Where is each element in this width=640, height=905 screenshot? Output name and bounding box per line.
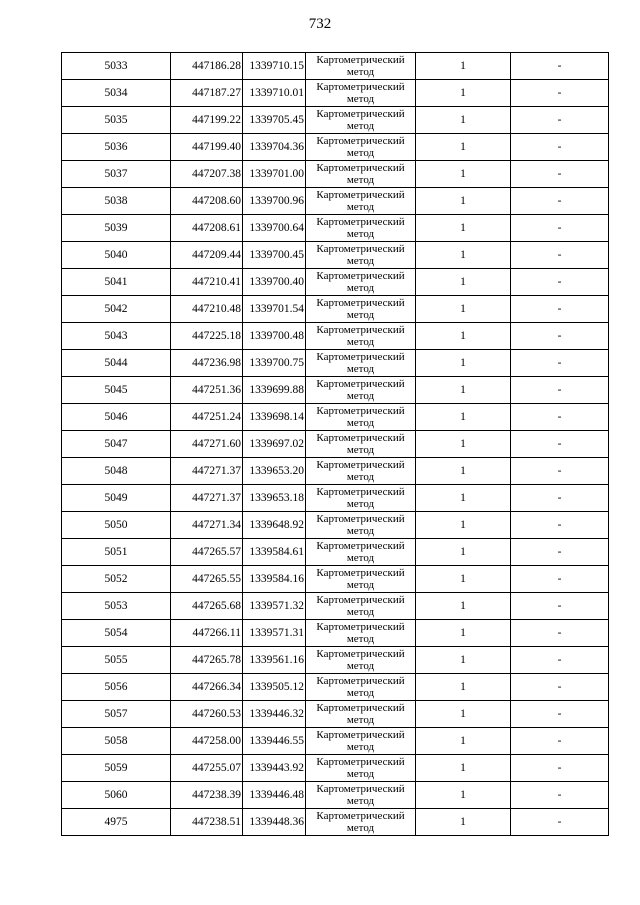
point-id-cell: 5046 bbox=[62, 404, 171, 431]
table-row bbox=[62, 566, 609, 593]
point-id-cell: 5038 bbox=[62, 188, 171, 215]
table-row bbox=[62, 53, 609, 80]
y-coordinate-cell: 1339448.36 bbox=[243, 809, 306, 836]
y-coordinate-cell: 1339700.64 bbox=[243, 215, 306, 242]
count-cell: 1 bbox=[416, 485, 511, 512]
method-line-1: Картометрический bbox=[316, 351, 405, 363]
method-line-1: Картометрический bbox=[316, 162, 405, 174]
method-line-1: Картометрический bbox=[316, 270, 405, 282]
method-cell bbox=[306, 296, 416, 323]
x-coordinate-cell: 447271.60 bbox=[171, 431, 243, 458]
count-cell: 1 bbox=[416, 647, 511, 674]
table-row bbox=[62, 296, 609, 323]
x-coordinate-cell: 447271.37 bbox=[171, 458, 243, 485]
count-cell: 1 bbox=[416, 242, 511, 269]
table-row bbox=[62, 242, 609, 269]
point-id-cell: 5040 bbox=[62, 242, 171, 269]
y-coordinate-cell: 1339505.12 bbox=[243, 674, 306, 701]
method-cell bbox=[306, 593, 416, 620]
note-cell: - bbox=[511, 269, 609, 296]
method-line-2: метод bbox=[346, 498, 375, 510]
note-cell: - bbox=[511, 377, 609, 404]
table-row bbox=[62, 431, 609, 458]
note-cell: - bbox=[511, 593, 609, 620]
x-coordinate-cell: 447209.44 bbox=[171, 242, 243, 269]
point-id-cell: 5058 bbox=[62, 728, 171, 755]
x-coordinate-cell: 447210.41 bbox=[171, 269, 243, 296]
count-cell: 1 bbox=[416, 350, 511, 377]
point-id-cell: 5044 bbox=[62, 350, 171, 377]
y-coordinate-cell: 1339446.55 bbox=[243, 728, 306, 755]
x-coordinate-cell: 447266.11 bbox=[171, 620, 243, 647]
note-cell: - bbox=[511, 647, 609, 674]
y-coordinate-cell: 1339697.02 bbox=[243, 431, 306, 458]
table-row bbox=[62, 512, 609, 539]
count-cell: 1 bbox=[416, 755, 511, 782]
x-coordinate-cell: 447265.78 bbox=[171, 647, 243, 674]
count-cell: 1 bbox=[416, 404, 511, 431]
page-number: 732 bbox=[308, 16, 332, 32]
x-coordinate-cell: 447187.27 bbox=[171, 80, 243, 107]
y-coordinate-cell: 1339698.14 bbox=[243, 404, 306, 431]
x-coordinate-cell: 447186.28 bbox=[171, 53, 243, 80]
table-row bbox=[62, 647, 609, 674]
method-line-1: Картометрический bbox=[316, 540, 405, 552]
y-coordinate-cell: 1339705.45 bbox=[243, 107, 306, 134]
method-cell bbox=[306, 566, 416, 593]
method-cell bbox=[306, 647, 416, 674]
method-line-2: метод bbox=[346, 363, 375, 375]
y-coordinate-cell: 1339648.92 bbox=[243, 512, 306, 539]
table-row bbox=[62, 809, 609, 836]
point-id-cell: 5039 bbox=[62, 215, 171, 242]
x-coordinate-cell: 447238.39 bbox=[171, 782, 243, 809]
method-line-2: метод bbox=[346, 471, 375, 483]
method-cell bbox=[306, 53, 416, 80]
method-line-2: метод bbox=[346, 201, 375, 213]
count-cell: 1 bbox=[416, 539, 511, 566]
count-cell: 1 bbox=[416, 728, 511, 755]
point-id-cell: 5036 bbox=[62, 134, 171, 161]
table-row bbox=[62, 161, 609, 188]
method-line-1: Картометрический bbox=[316, 621, 405, 633]
method-cell bbox=[306, 377, 416, 404]
method-line-1: Картометрический bbox=[316, 594, 405, 606]
method-line-2: метод bbox=[346, 795, 375, 807]
method-line-1: Картометрический bbox=[316, 567, 405, 579]
method-line-2: метод bbox=[346, 120, 375, 132]
y-coordinate-cell: 1339700.96 bbox=[243, 188, 306, 215]
count-cell: 1 bbox=[416, 458, 511, 485]
table-row bbox=[62, 674, 609, 701]
method-cell bbox=[306, 728, 416, 755]
method-line-1: Картометрический bbox=[316, 378, 405, 390]
count-cell: 1 bbox=[416, 80, 511, 107]
note-cell: - bbox=[511, 134, 609, 161]
method-cell bbox=[306, 782, 416, 809]
x-coordinate-cell: 447238.51 bbox=[171, 809, 243, 836]
method-cell bbox=[306, 215, 416, 242]
x-coordinate-cell: 447271.34 bbox=[171, 512, 243, 539]
x-coordinate-cell: 447251.24 bbox=[171, 404, 243, 431]
x-coordinate-cell: 447251.36 bbox=[171, 377, 243, 404]
method-cell bbox=[306, 431, 416, 458]
method-line-2: метод bbox=[346, 741, 375, 753]
x-coordinate-cell: 447210.48 bbox=[171, 296, 243, 323]
note-cell: - bbox=[511, 458, 609, 485]
x-coordinate-cell: 447266.34 bbox=[171, 674, 243, 701]
note-cell: - bbox=[511, 431, 609, 458]
method-line-2: метод bbox=[346, 660, 375, 672]
x-coordinate-cell: 447199.40 bbox=[171, 134, 243, 161]
method-line-1: Картометрический bbox=[316, 108, 405, 120]
note-cell: - bbox=[511, 512, 609, 539]
table-row bbox=[62, 80, 609, 107]
method-cell bbox=[306, 242, 416, 269]
y-coordinate-cell: 1339700.75 bbox=[243, 350, 306, 377]
count-cell: 1 bbox=[416, 431, 511, 458]
count-cell: 1 bbox=[416, 512, 511, 539]
method-line-2: метод bbox=[346, 444, 375, 456]
note-cell: - bbox=[511, 809, 609, 836]
y-coordinate-cell: 1339443.92 bbox=[243, 755, 306, 782]
count-cell: 1 bbox=[416, 134, 511, 161]
method-line-1: Картометрический bbox=[316, 459, 405, 471]
method-line-2: метод bbox=[346, 768, 375, 780]
method-line-1: Картометрический bbox=[316, 54, 405, 66]
note-cell: - bbox=[511, 674, 609, 701]
x-coordinate-cell: 447225.18 bbox=[171, 323, 243, 350]
count-cell: 1 bbox=[416, 566, 511, 593]
y-coordinate-cell: 1339584.61 bbox=[243, 539, 306, 566]
note-cell: - bbox=[511, 53, 609, 80]
point-id-cell: 5060 bbox=[62, 782, 171, 809]
method-line-1: Картометрический bbox=[316, 297, 405, 309]
note-cell: - bbox=[511, 404, 609, 431]
y-coordinate-cell: 1339584.16 bbox=[243, 566, 306, 593]
point-id-cell: 5049 bbox=[62, 485, 171, 512]
method-line-2: метод bbox=[346, 552, 375, 564]
point-id-cell: 5052 bbox=[62, 566, 171, 593]
method-line-1: Картометрический bbox=[316, 783, 405, 795]
y-coordinate-cell: 1339561.16 bbox=[243, 647, 306, 674]
y-coordinate-cell: 1339700.48 bbox=[243, 323, 306, 350]
table-row bbox=[62, 485, 609, 512]
y-coordinate-cell: 1339699.88 bbox=[243, 377, 306, 404]
method-line-2: метод bbox=[346, 633, 375, 645]
note-cell: - bbox=[511, 701, 609, 728]
x-coordinate-cell: 447265.57 bbox=[171, 539, 243, 566]
note-cell: - bbox=[511, 620, 609, 647]
table-row bbox=[62, 755, 609, 782]
point-id-cell: 5057 bbox=[62, 701, 171, 728]
method-line-2: метод bbox=[346, 174, 375, 186]
point-id-cell: 5041 bbox=[62, 269, 171, 296]
note-cell: - bbox=[511, 782, 609, 809]
method-line-1: Картометрический bbox=[316, 189, 405, 201]
x-coordinate-cell: 447271.37 bbox=[171, 485, 243, 512]
method-line-2: метод bbox=[346, 714, 375, 726]
count-cell: 1 bbox=[416, 53, 511, 80]
count-cell: 1 bbox=[416, 323, 511, 350]
method-line-2: метод bbox=[346, 255, 375, 267]
table-row bbox=[62, 404, 609, 431]
method-line-1: Картометрический bbox=[316, 702, 405, 714]
point-id-cell: 5051 bbox=[62, 539, 171, 566]
x-coordinate-cell: 447265.68 bbox=[171, 593, 243, 620]
x-coordinate-cell: 447255.07 bbox=[171, 755, 243, 782]
point-id-cell: 5055 bbox=[62, 647, 171, 674]
table-row bbox=[62, 323, 609, 350]
method-cell bbox=[306, 485, 416, 512]
method-cell bbox=[306, 269, 416, 296]
x-coordinate-cell: 447199.22 bbox=[171, 107, 243, 134]
table-row bbox=[62, 539, 609, 566]
point-id-cell: 5048 bbox=[62, 458, 171, 485]
table-row bbox=[62, 188, 609, 215]
point-id-cell: 4975 bbox=[62, 809, 171, 836]
method-cell bbox=[306, 512, 416, 539]
method-line-2: метод bbox=[346, 687, 375, 699]
method-line-1: Картометрический bbox=[316, 243, 405, 255]
point-id-cell: 5056 bbox=[62, 674, 171, 701]
method-line-1: Картометрический bbox=[316, 405, 405, 417]
y-coordinate-cell: 1339653.20 bbox=[243, 458, 306, 485]
method-line-1: Картометрический bbox=[316, 756, 405, 768]
point-id-cell: 5054 bbox=[62, 620, 171, 647]
method-line-1: Картометрический bbox=[316, 675, 405, 687]
table-row bbox=[62, 701, 609, 728]
point-id-cell: 5037 bbox=[62, 161, 171, 188]
coordinates-table bbox=[61, 52, 609, 836]
note-cell: - bbox=[511, 161, 609, 188]
table-row bbox=[62, 377, 609, 404]
method-line-1: Картометрический bbox=[316, 135, 405, 147]
count-cell: 1 bbox=[416, 296, 511, 323]
y-coordinate-cell: 1339571.31 bbox=[243, 620, 306, 647]
count-cell: 1 bbox=[416, 620, 511, 647]
count-cell: 1 bbox=[416, 674, 511, 701]
note-cell: - bbox=[511, 80, 609, 107]
method-line-1: Картометрический bbox=[316, 513, 405, 525]
point-id-cell: 5034 bbox=[62, 80, 171, 107]
method-cell bbox=[306, 188, 416, 215]
table-row bbox=[62, 269, 609, 296]
y-coordinate-cell: 1339653.18 bbox=[243, 485, 306, 512]
y-coordinate-cell: 1339700.45 bbox=[243, 242, 306, 269]
x-coordinate-cell: 447258.00 bbox=[171, 728, 243, 755]
count-cell: 1 bbox=[416, 107, 511, 134]
method-line-2: метод bbox=[346, 93, 375, 105]
method-line-2: метод bbox=[346, 606, 375, 618]
note-cell: - bbox=[511, 566, 609, 593]
note-cell: - bbox=[511, 350, 609, 377]
method-cell bbox=[306, 809, 416, 836]
note-cell: - bbox=[511, 242, 609, 269]
x-coordinate-cell: 447260.53 bbox=[171, 701, 243, 728]
method-line-2: метод bbox=[346, 579, 375, 591]
note-cell: - bbox=[511, 728, 609, 755]
note-cell: - bbox=[511, 188, 609, 215]
note-cell: - bbox=[511, 323, 609, 350]
method-cell bbox=[306, 539, 416, 566]
point-id-cell: 5059 bbox=[62, 755, 171, 782]
y-coordinate-cell: 1339710.01 bbox=[243, 80, 306, 107]
method-line-2: метод bbox=[346, 417, 375, 429]
y-coordinate-cell: 1339446.32 bbox=[243, 701, 306, 728]
method-line-2: метод bbox=[346, 822, 375, 834]
count-cell: 1 bbox=[416, 188, 511, 215]
note-cell: - bbox=[511, 539, 609, 566]
method-line-2: метод bbox=[346, 336, 375, 348]
point-id-cell: 5035 bbox=[62, 107, 171, 134]
x-coordinate-cell: 447208.60 bbox=[171, 188, 243, 215]
method-line-1: Картометрический bbox=[316, 324, 405, 336]
y-coordinate-cell: 1339704.36 bbox=[243, 134, 306, 161]
method-line-1: Картометрический bbox=[316, 648, 405, 660]
table-row bbox=[62, 215, 609, 242]
method-line-1: Картометрический bbox=[316, 729, 405, 741]
count-cell: 1 bbox=[416, 377, 511, 404]
x-coordinate-cell: 447236.98 bbox=[171, 350, 243, 377]
method-cell bbox=[306, 458, 416, 485]
y-coordinate-cell: 1339446.48 bbox=[243, 782, 306, 809]
method-cell bbox=[306, 701, 416, 728]
method-line-1: Картометрический bbox=[316, 432, 405, 444]
x-coordinate-cell: 447207.38 bbox=[171, 161, 243, 188]
method-cell bbox=[306, 134, 416, 161]
point-id-cell: 5050 bbox=[62, 512, 171, 539]
method-cell bbox=[306, 404, 416, 431]
y-coordinate-cell: 1339701.00 bbox=[243, 161, 306, 188]
method-cell bbox=[306, 674, 416, 701]
table-row bbox=[62, 107, 609, 134]
table-row bbox=[62, 134, 609, 161]
count-cell: 1 bbox=[416, 782, 511, 809]
count-cell: 1 bbox=[416, 269, 511, 296]
point-id-cell: 5053 bbox=[62, 593, 171, 620]
method-line-2: метод bbox=[346, 147, 375, 159]
method-cell bbox=[306, 80, 416, 107]
method-line-1: Картометрический bbox=[316, 486, 405, 498]
point-id-cell: 5033 bbox=[62, 53, 171, 80]
point-id-cell: 5043 bbox=[62, 323, 171, 350]
note-cell: - bbox=[511, 107, 609, 134]
method-line-2: метод bbox=[346, 228, 375, 240]
method-cell bbox=[306, 755, 416, 782]
method-line-2: метод bbox=[346, 525, 375, 537]
table-row bbox=[62, 350, 609, 377]
method-line-2: метод bbox=[346, 66, 375, 78]
note-cell: - bbox=[511, 296, 609, 323]
method-line-2: метод bbox=[346, 309, 375, 321]
count-cell: 1 bbox=[416, 593, 511, 620]
method-cell bbox=[306, 107, 416, 134]
table-row bbox=[62, 782, 609, 809]
method-line-1: Картометрический bbox=[316, 216, 405, 228]
count-cell: 1 bbox=[416, 809, 511, 836]
method-cell bbox=[306, 620, 416, 647]
method-line-2: метод bbox=[346, 282, 375, 294]
note-cell: - bbox=[511, 215, 609, 242]
x-coordinate-cell: 447208.61 bbox=[171, 215, 243, 242]
point-id-cell: 5047 bbox=[62, 431, 171, 458]
x-coordinate-cell: 447265.55 bbox=[171, 566, 243, 593]
method-cell bbox=[306, 350, 416, 377]
table-row bbox=[62, 620, 609, 647]
table-row bbox=[62, 728, 609, 755]
count-cell: 1 bbox=[416, 161, 511, 188]
method-cell bbox=[306, 323, 416, 350]
method-cell bbox=[306, 161, 416, 188]
table-row bbox=[62, 593, 609, 620]
y-coordinate-cell: 1339710.15 bbox=[243, 53, 306, 80]
method-line-2: метод bbox=[346, 390, 375, 402]
y-coordinate-cell: 1339571.32 bbox=[243, 593, 306, 620]
y-coordinate-cell: 1339700.40 bbox=[243, 269, 306, 296]
table-row bbox=[62, 458, 609, 485]
count-cell: 1 bbox=[416, 215, 511, 242]
note-cell: - bbox=[511, 485, 609, 512]
point-id-cell: 5042 bbox=[62, 296, 171, 323]
point-id-cell: 5045 bbox=[62, 377, 171, 404]
coordinates-table-body bbox=[62, 53, 609, 836]
method-line-1: Картометрический bbox=[316, 810, 405, 822]
method-line-1: Картометрический bbox=[316, 81, 405, 93]
count-cell: 1 bbox=[416, 701, 511, 728]
note-cell: - bbox=[511, 755, 609, 782]
y-coordinate-cell: 1339701.54 bbox=[243, 296, 306, 323]
